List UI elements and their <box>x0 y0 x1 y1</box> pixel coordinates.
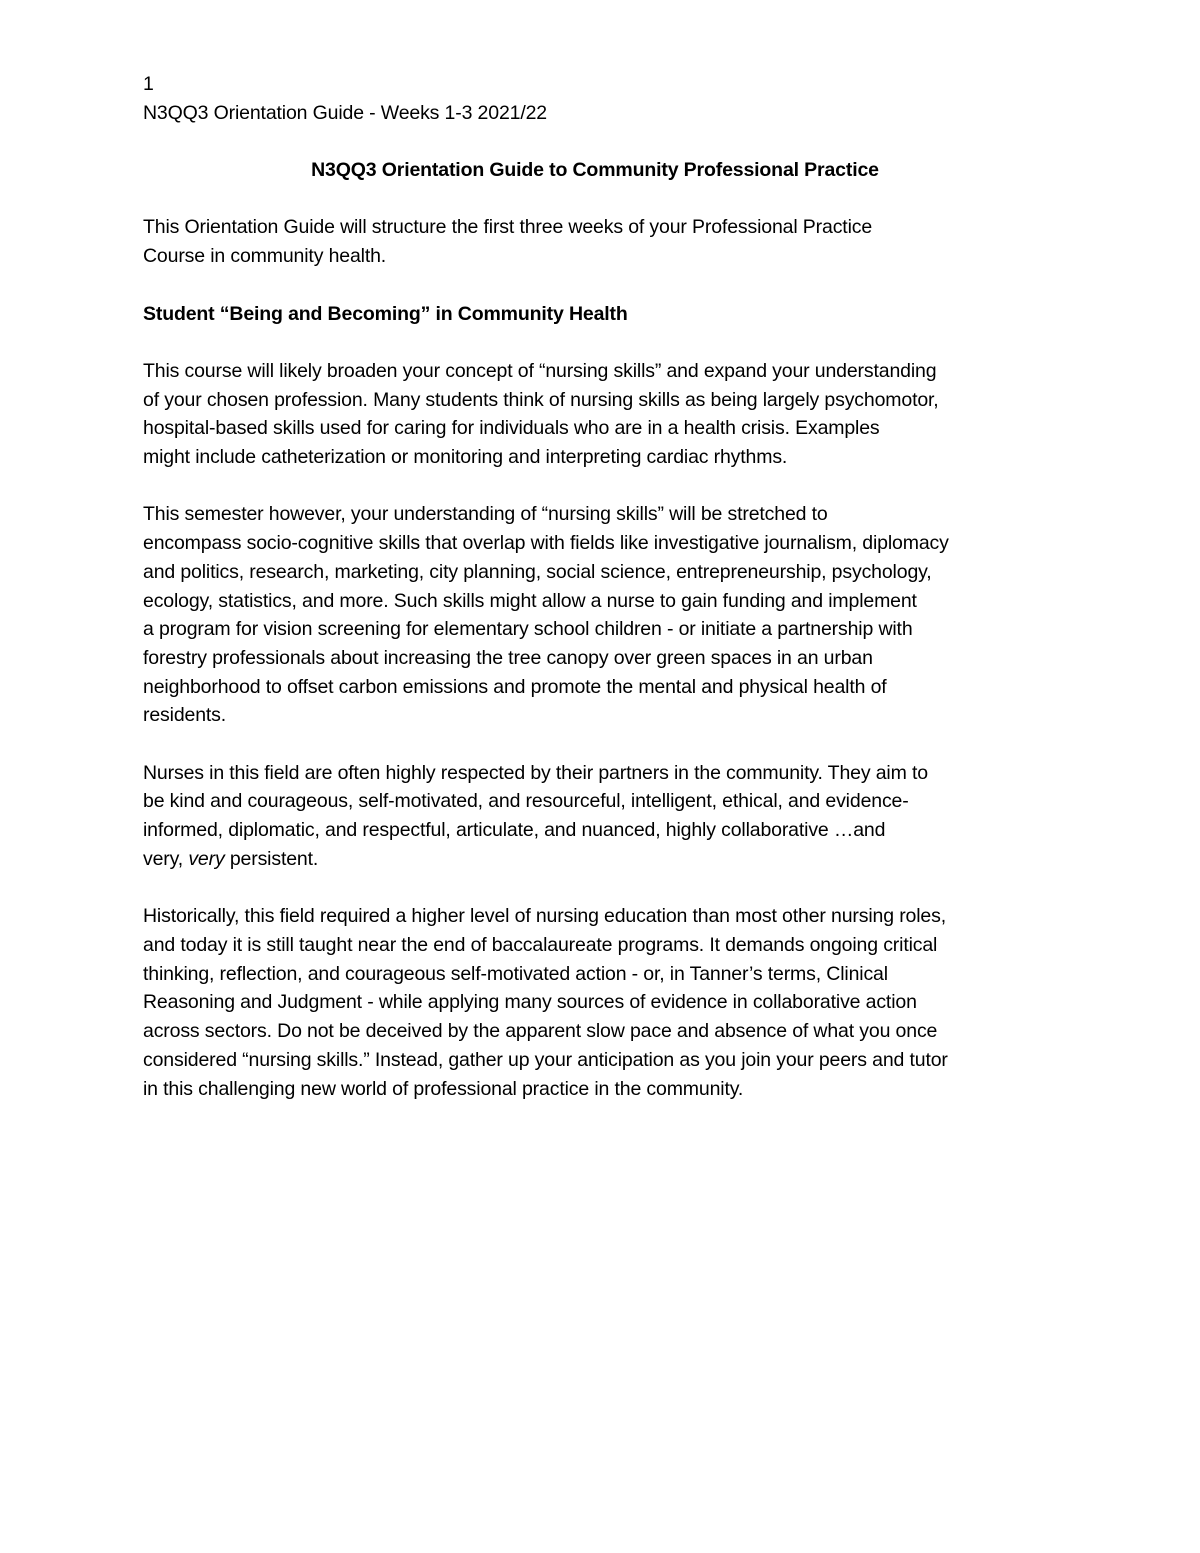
paragraph-line: and today it is still taught near the end of baccalaureate programs. It demands ongoing critical <box>143 933 938 956</box>
paragraph-line: encompass socio-cognitive skills that overlap with fields like investigative journalism, diplomacy <box>143 532 949 555</box>
spacer <box>143 730 1063 759</box>
paragraph-nursing-skills <box>143 357 1063 472</box>
paragraph-line: Historically, this field required a higher level of nursing education than most other nursing roles, <box>143 905 946 928</box>
section-heading: Student “Being and Becoming” in Community Health <box>143 302 628 325</box>
spacer <box>143 874 1063 903</box>
paragraph-line: a program for vision screening for elementary school children - or initiate a partnership with <box>143 618 913 641</box>
text-run: persistent. <box>224 847 319 870</box>
text-run: very, <box>143 847 189 870</box>
paragraph-line <box>143 845 1063 874</box>
emphasis-text: very <box>188 847 225 870</box>
paragraph-line: Reasoning and Judgment - while applying many sources of evidence in collaborative action <box>143 991 917 1014</box>
paragraph-line: and politics, research, marketing, city planning, social science, entrepreneurship, psychology, <box>143 560 932 583</box>
paragraph-line: in this challenging new world of professional practice in the community. <box>143 1077 744 1100</box>
intro-paragraph <box>143 213 1063 270</box>
paragraph-history <box>143 902 1063 1103</box>
paragraph-line: ecology, statistics, and more. Such skills might allow a nurse to gain funding and implement <box>143 589 917 612</box>
paragraph-line: informed, diplomatic, and respectful, articulate, and nuanced, highly collaborative …and <box>143 819 886 842</box>
document-body <box>143 70 1063 1103</box>
paragraph-line: This course will likely broaden your concept of “nursing skills” and expand your understanding <box>143 359 937 382</box>
paragraph-line: neighborhood to offset carbon emissions and promote the mental and physical health of <box>143 675 887 698</box>
paragraph-line: forestry professionals about increasing the tree canopy over green spaces in an urban <box>143 646 873 669</box>
paragraph-socio-cognitive-skills <box>143 500 1063 730</box>
paragraph-line: hospital-based skills used for caring for individuals who are in a health crisis. Examples <box>143 417 880 440</box>
paragraph-line: of your chosen profession. Many students think of nursing skills as being largely psychomotor, <box>143 388 939 411</box>
document-title: N3QQ3 Orientation Guide to Community Professional Practice <box>311 159 879 182</box>
paragraph-line: be kind and courageous, self-motivated, and resourceful, intelligent, ethical, and evidence- <box>143 790 909 813</box>
paragraph-line: residents. <box>143 704 227 727</box>
running-header: N3QQ3 Orientation Guide - Weeks 1-3 2021/22 <box>143 101 547 124</box>
paragraph-line: thinking, reflection, and courageous self-motivated action - or, in Tanner’s terms, Clinical <box>143 962 888 985</box>
paragraph-line: This semester however, your understanding of “nursing skills” will be stretched to <box>143 503 828 526</box>
paragraph-line: This Orientation Guide will structure the first three weeks of your Professional Practice <box>143 216 873 239</box>
spacer <box>143 472 1063 501</box>
paragraph-nurse-qualities <box>143 759 1063 874</box>
page-number: 1 <box>143 73 154 95</box>
spacer <box>143 127 1063 156</box>
paragraph-line: across sectors. Do not be deceived by the apparent slow pace and absence of what you once <box>143 1020 938 1043</box>
paragraph-line: considered “nursing skills.” Instead, gather up your anticipation as you join your peers and tutor <box>143 1048 948 1071</box>
paragraph-line: Course in community health. <box>143 245 387 268</box>
spacer <box>143 185 1063 214</box>
spacer <box>143 328 1063 357</box>
paragraph-line: Nurses in this field are often highly respected by their partners in the community. They aim to <box>143 761 928 784</box>
paragraph-line: might include catheterization or monitoring and interpreting cardiac rhythms. <box>143 446 788 469</box>
spacer <box>143 271 1063 300</box>
